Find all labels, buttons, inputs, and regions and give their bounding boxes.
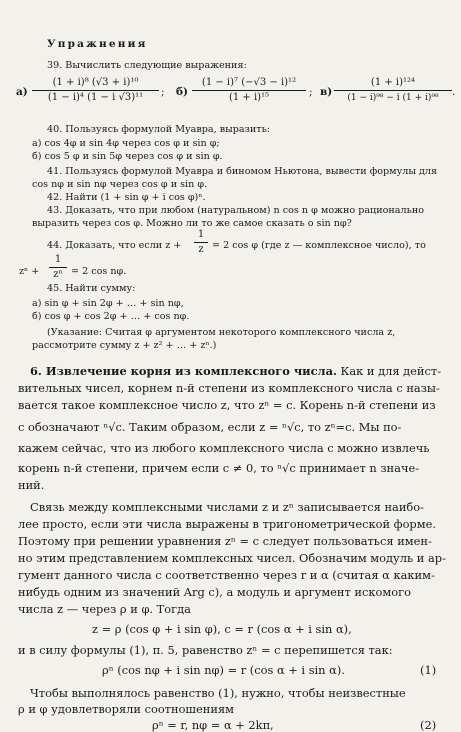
exercise-39-a-label: а) xyxy=(16,86,28,98)
exercise-39-a-fraction xyxy=(32,77,159,104)
equation-2-number: (2) xyxy=(420,718,437,732)
paragraph-2-line-3: Поэтому при решении уравнения zⁿ = c следует пользоваться имен- xyxy=(18,534,432,548)
exercise-44-fraction-1-denominator: z xyxy=(198,244,204,255)
exercise-39-text: 39. Вычислить следующие выражения: xyxy=(47,60,247,71)
exercise-39-c-denominator: (1 − i)⁹⁸ − i (1 + i)⁹⁸ xyxy=(347,93,439,103)
exercise-42-text: 42. Найти (1 + sin φ + i cos φ)ⁿ. xyxy=(47,192,206,203)
page-header-title: Упражнения xyxy=(47,38,148,50)
exercise-44-fraction-1 xyxy=(194,229,208,256)
section-6-line-6: корень n-й степени, причем если c ≠ 0, то ⁿ√c принимает n значе- xyxy=(18,461,420,475)
exercise-44-fraction-2-denominator: zⁿ xyxy=(53,269,63,280)
exercise-39-end: . xyxy=(452,86,456,98)
exercise-39-a-numerator: (1 + i)⁸ (√3 + i)¹⁰ xyxy=(32,77,159,91)
exercise-39-c-label: в) xyxy=(320,86,333,98)
equation-1-number: (1) xyxy=(420,663,437,677)
paragraph-3-line-1: и в силу формулы (1), п. 5, равенство zⁿ = c перепишется так: xyxy=(18,643,393,657)
exercise-45-hint-line-1: (Указание: Считая φ аргументом некоторого комплексного числа z, xyxy=(47,327,396,338)
section-6-line-1-rest: Как и для дейст- xyxy=(336,364,442,378)
paragraph-2-line-7: числа z — через ρ и φ. Тогда xyxy=(18,602,191,616)
section-6-line-4: c обозначают ⁿ√c. Таким образом, если z = ⁿ√c, то zⁿ=c. Мы по- xyxy=(18,420,402,434)
exercise-45-a: а) sin φ + sin 2φ + … + sin nφ, xyxy=(32,298,184,309)
paragraph-2-line-6: нибудь одним из значений Arg c), а модуль и аргумент искомого xyxy=(18,585,411,599)
exercise-41-line-1: 41. Пользуясь формулой Муавра и биномом Ньютона, вывести формулы для xyxy=(47,166,438,177)
exercise-43-line-2: выразить через cos φ. Можно ли то же самое сказать о sin nφ? xyxy=(32,218,352,229)
section-6-line-2: вительных чисел, корнем n-й степени из комплексного числа c назы- xyxy=(18,381,440,395)
paragraph-4-line-2: ρ и φ удовлетворяли соотношениям xyxy=(18,702,234,716)
section-6-line-3: вается такое комплексное число z, что zⁿ = c. Корень n-й степени из xyxy=(18,398,436,412)
exercise-39-separator-1: ; xyxy=(161,86,165,98)
equation-1: ρⁿ (cos nφ + i sin nφ) = r (cos α + i sin α). xyxy=(102,663,345,677)
exercise-43-line-1: 43. Доказать, что при любом (натуральном) n cos n φ можно рационально xyxy=(47,205,424,216)
equation-z-and-c: z = ρ (cos φ + i sin φ), c = r (cos α + i sin α), xyxy=(92,622,352,636)
exercise-39-b-label: б) xyxy=(176,86,188,98)
exercise-44-fraction-2-numerator: 1 xyxy=(49,254,67,268)
exercise-44-pre: 44. Доказать, что если z + xyxy=(47,240,182,251)
paragraph-2-line-2: лее просто, если эти числа выражены в тригонометрической форме. xyxy=(18,517,436,531)
exercise-39-b-denominator: (1 + i)¹⁵ xyxy=(228,92,270,103)
exercise-45-hint-line-2: рассмотрите сумму z + z² + … + zⁿ.) xyxy=(32,340,217,351)
exercise-44-fraction-1-numerator: 1 xyxy=(194,229,208,243)
paragraph-2-line-5: гумент данного числа c соответственно через r и α (считая α каким- xyxy=(18,568,435,582)
exercise-44-line2-pre: zⁿ + xyxy=(19,266,40,277)
exercise-39-b-numerator: (1 − i)⁷ (−√3 − i)¹² xyxy=(192,77,306,91)
exercise-39-separator-2: ; xyxy=(309,86,313,98)
exercise-44-post: = 2 cos φ (где z — комплексное число), то xyxy=(212,240,426,251)
exercise-45-text: 45. Найти сумму: xyxy=(47,283,136,294)
exercise-44-line2-post: = 2 cos nφ. xyxy=(71,266,127,277)
exercise-39-c-numerator: (1 + i)¹²⁴ xyxy=(334,77,452,91)
paragraph-2-line-4: но этим представлением комплексных чисел. Обозначим модуль и ар- xyxy=(18,551,446,565)
exercise-40-b: б) cos 5 φ и sin 5φ через cos φ и sin φ. xyxy=(32,151,223,162)
paragraph-4-line-1: Чтобы выполнялось равенство (1), нужно, чтобы неизвестные xyxy=(30,686,406,700)
section-6-heading: 6. Извлечение корня из комплексного числа. xyxy=(30,364,337,378)
equation-2: ρⁿ = r, nφ = α + 2kπ, xyxy=(152,718,274,732)
exercise-44-fraction-2 xyxy=(49,254,67,281)
section-6-line-1 xyxy=(30,364,441,378)
exercise-39-c-fraction xyxy=(334,77,452,104)
exercise-39-b-fraction xyxy=(192,77,306,104)
paragraph-2-line-1: Связь между комплексными числами z и zⁿ записывается наибо- xyxy=(30,500,424,514)
exercise-39-a-denominator: (1 − i)⁴ (1 − i √3)¹¹ xyxy=(47,92,144,103)
exercise-41-line-2: cos nφ и sin nφ через cos φ и sin φ. xyxy=(32,179,208,190)
section-6-line-7: ний. xyxy=(18,478,45,492)
exercise-40-text: 40. Пользуясь формулой Муавра, выразить: xyxy=(47,124,271,135)
exercise-40-a: а) cos 4φ и sin 4φ через cos φ и sin φ; xyxy=(32,138,220,149)
section-6-line-5: кажем сейчас, что из любого комплексного числа c можно извлечь xyxy=(18,441,430,455)
exercise-45-b: б) cos φ + cos 2φ + … + cos nφ. xyxy=(32,311,190,322)
